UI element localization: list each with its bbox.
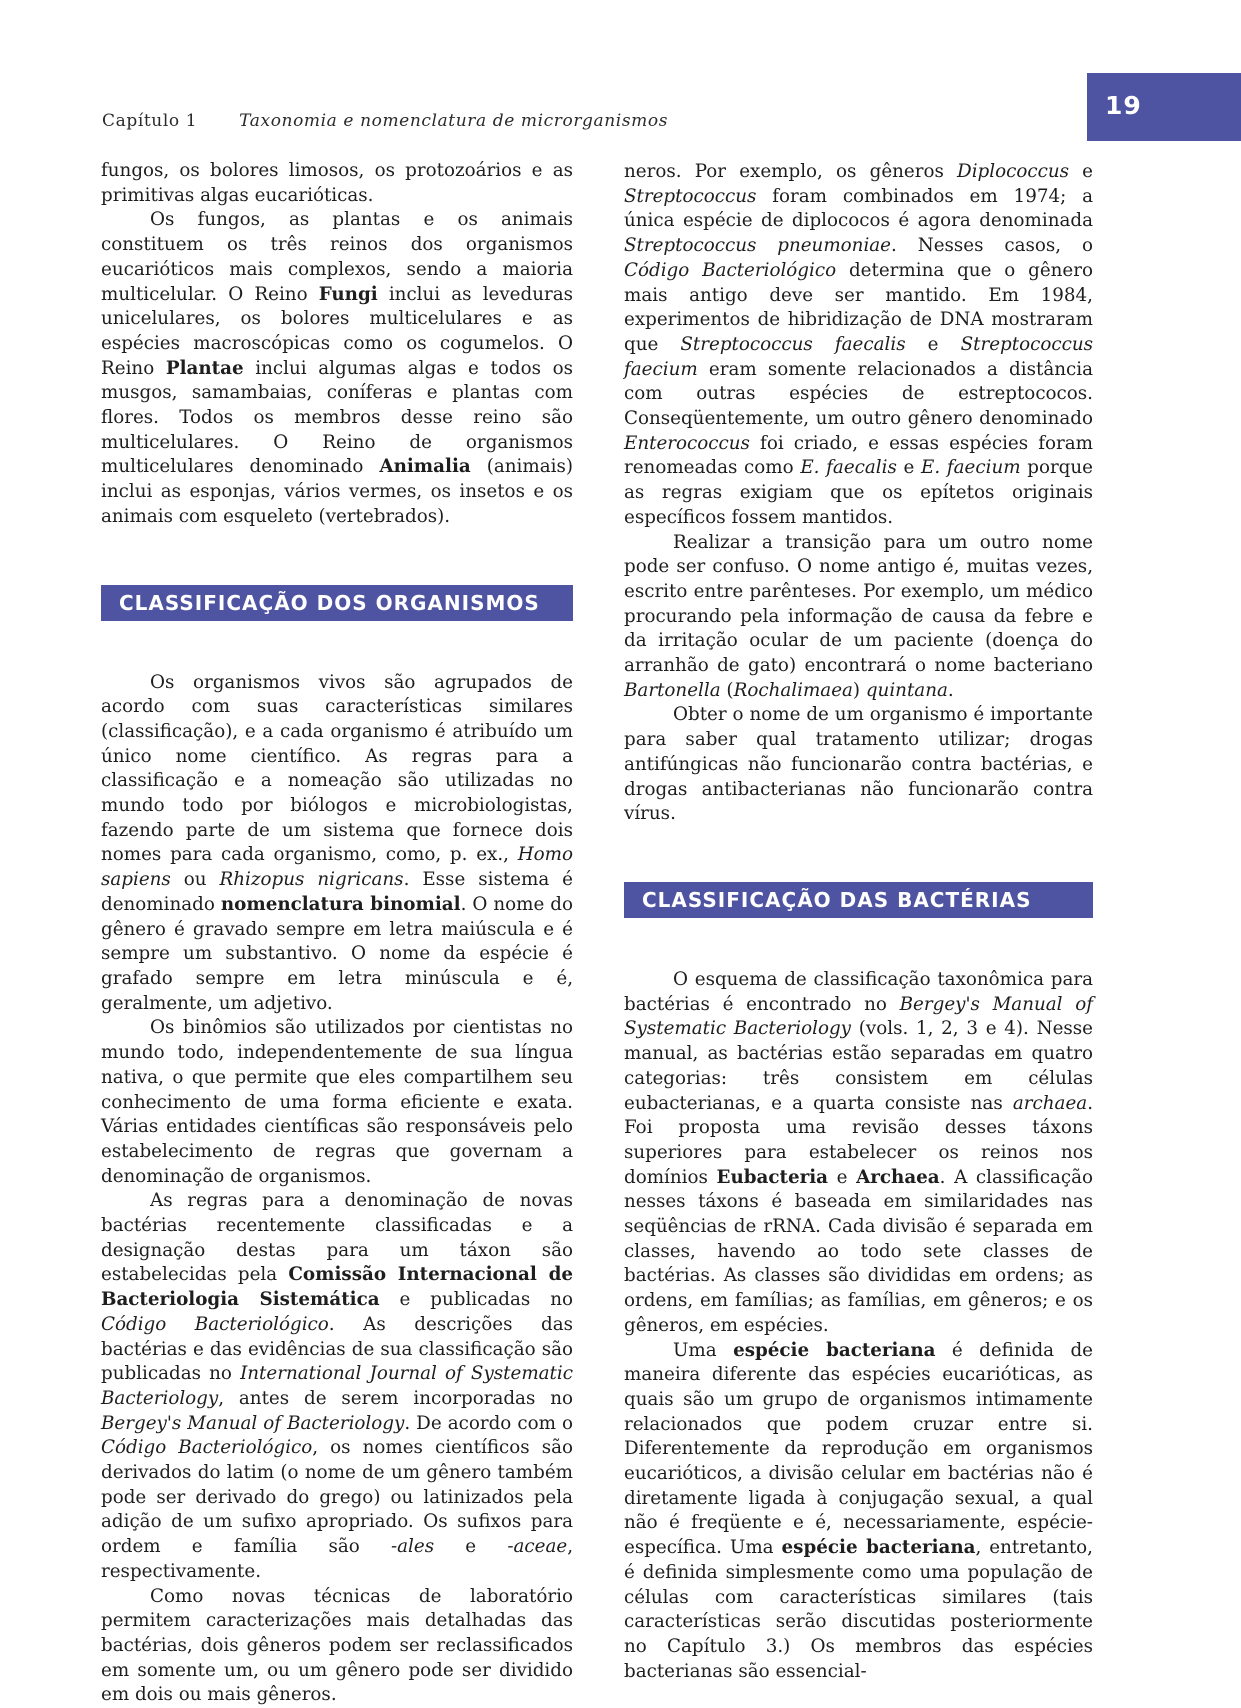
page-number: 19: [1105, 91, 1142, 120]
right-paragraph-1: neros. Por exemplo, os gêneros Diplococcus e Streptococcus foram combinados em 1974; a única espécie de diplococos é agora denominada Streptococcus pneumoniae. Nesses casos, o Código Bacteriológico determina que o gênero mais antigo deve ser mantido. Em 1984, experimentos de hibridização de DNA mostraram que Streptococcus faecalis e Streptococcus faecium eram somente relacionados a distância com outras espécies de estreptococos. Conseqüentemente, um outro gênero denominado Enterococcus foi criado, e essas espécies foram renomeadas como E. faecalis e E. faecium porque as regras exigiam que os epítetos originais específicos fossem mantidos.: [624, 161, 1094, 528]
right-paragraph-3: Obter o nome de um organismo é importante para saber qual tratamento utilizar; drogas antifúngicas não funcionarão contra bactérias, e drogas antibacterianas não funcionarão contra vírus.: [624, 704, 1093, 825]
spacer: [624, 827, 1093, 882]
left-column: [101, 159, 573, 1708]
page-number-tab: [1087, 73, 1241, 141]
chapter-title: Taxonomia e nomenclatura de microrganismos: [239, 111, 669, 131]
spacer: [624, 918, 1093, 968]
chapter-label: Capítulo 1: [102, 111, 198, 131]
right-paragraph-5: Uma espécie bacteriana é definida de maneira diferente das espécies eucarióticas, as quais são um grupo de organismos intimamente relacionados que podem cruzar entre si. Diferentemente da reprodução em organismos eucarióticos, a divisão celular em bactérias não é diretamente ligada à conjugação sexual, a qual não é freqüente e é, necessariamente, espécie-específica. Uma espécie bacteriana, entretanto, é definida simplesmente como uma população de células com características similares (tais características serão discutidas posteriormente no Capítulo 3.) Os membros das espécies bacterianas são essencial-: [624, 1339, 1093, 1682]
spacer: [101, 530, 573, 585]
left-paragraph-6: Como novas técnicas de laboratório permitem caracterizações mais detalhadas das bactérias, dois gêneros podem ser reclassificados em somente um, ou um gênero pode ser dividido em dois ou mais gêneros.: [101, 1585, 573, 1706]
left-paragraph-1: fungos, os bolores limosos, os protozoários e as primitivas algas eucarióticas.: [101, 160, 573, 206]
spacer: [101, 621, 573, 671]
left-paragraph-5: As regras para a denominação de novas bactérias recentemente classificadas e a designação destas para um táxon são estabelecidas pela Comissão Internacional de Bacteriologia Sistemática e publicadas no Código Bacteriológico. As descrições das bactérias e das evidências de sua classificação são publicadas no International Journal of Systematic Bacteriology, antes de serem incorporadas no Bergey's Manual of Bacteriology. De acordo com o Código Bacteriológico, os nomes científicos são derivados do latim (o nome de um gênero também pode ser derivado do grego) ou latinizados pela adição de um sufixo apropriado. Os sufixos para ordem e família são -ales e -aceae, respectivamente.: [101, 1190, 574, 1582]
left-paragraph-2: Os fungos, as plantas e os animais constituem os três reinos dos organismos eucarióticos mais complexos, sendo a maioria multicelular. O Reino Fungi inclui as leveduras unicelulares, os bolores multicelulares e as espécies macroscópicas como os cogumelos. O Reino Plantae inclui algumas algas e todos os musgos, samambaias, coníferas e plantas com flores. Todos os membros desse reino são multicelulares. O Reino de organismos multicelulares denominado Animalia (animais) inclui as esponjas, vários vermes, os insetos e os animais com esqueleto (vertebrados).: [101, 209, 574, 527]
right-column: [624, 160, 1093, 1684]
section-heading-bacteria: CLASSIFICAÇÃO DAS BACTÉRIAS: [624, 882, 1093, 918]
left-paragraph-3: Os organismos vivos são agrupados de acordo com suas características similares (classificação), e a cada organismo é atribuído um único nome científico. As regras para a classificação e a nomeação são utilizadas no mundo todo por biólogos e microbiologistas, fazendo parte de um sistema que fornece dois nomes para cada organismo, como, p. ex., Homo sapiens ou Rhizopus nigricans. Esse sistema é denominado nomenclatura binomial. O nome do gênero é gravado sempre em letra maiúscula e é sempre um substantivo. O nome da espécie é grafado sempre em letra minúscula e é, geralmente, um adjetivo.: [101, 671, 573, 1014]
left-paragraph-4: Os binômios são utilizados por cientistas no mundo todo, independentemente de sua língua nativa, o que permite que eles compartilhem seu conhecimento de uma forma eficiente e exata. Várias entidades científicas são responsáveis pelo estabelecimento de regras que governam a denominação de organismos.: [101, 1017, 573, 1187]
section-heading-organisms: CLASSIFICAÇÃO DOS ORGANISMOS: [101, 585, 573, 621]
right-paragraph-2: Realizar a transição para um outro nome pode ser confuso. O nome antigo é, muitas vezes, escrito entre parênteses. Por exemplo, um médico procurando pela informação de causa da febre e da irritação ocular de um paciente (doença do arranhão de gato) encontrará o nome bacteriano Bartonella (Rochalimaea) quintana.: [624, 531, 1093, 701]
right-paragraph-4: O esquema de classificação taxonômica para bactérias é encontrado no Bergey's Manual of Systematic Bacteriology (vols. 1, 2, 3 e 4). Nesse manual, as bactérias estão separadas em quatro categorias: três consistem em células eubacterianas, e a quarta consiste nas archaea. Foi proposta uma revisão desses táxons superiores para estabelecer os reinos nos domínios Eubacteria e Archaea. A classificação nesses táxons é baseada em similaridades nas seqüências de rRNA. Cada divisão é separada em classes, havendo ao todo sete classes de bactérias. As classes são divididas em ordens; as ordens, em famílias; as famílias, em gêneros; e os gêneros, em espécies.: [624, 968, 1093, 1336]
running-header: [102, 111, 668, 131]
